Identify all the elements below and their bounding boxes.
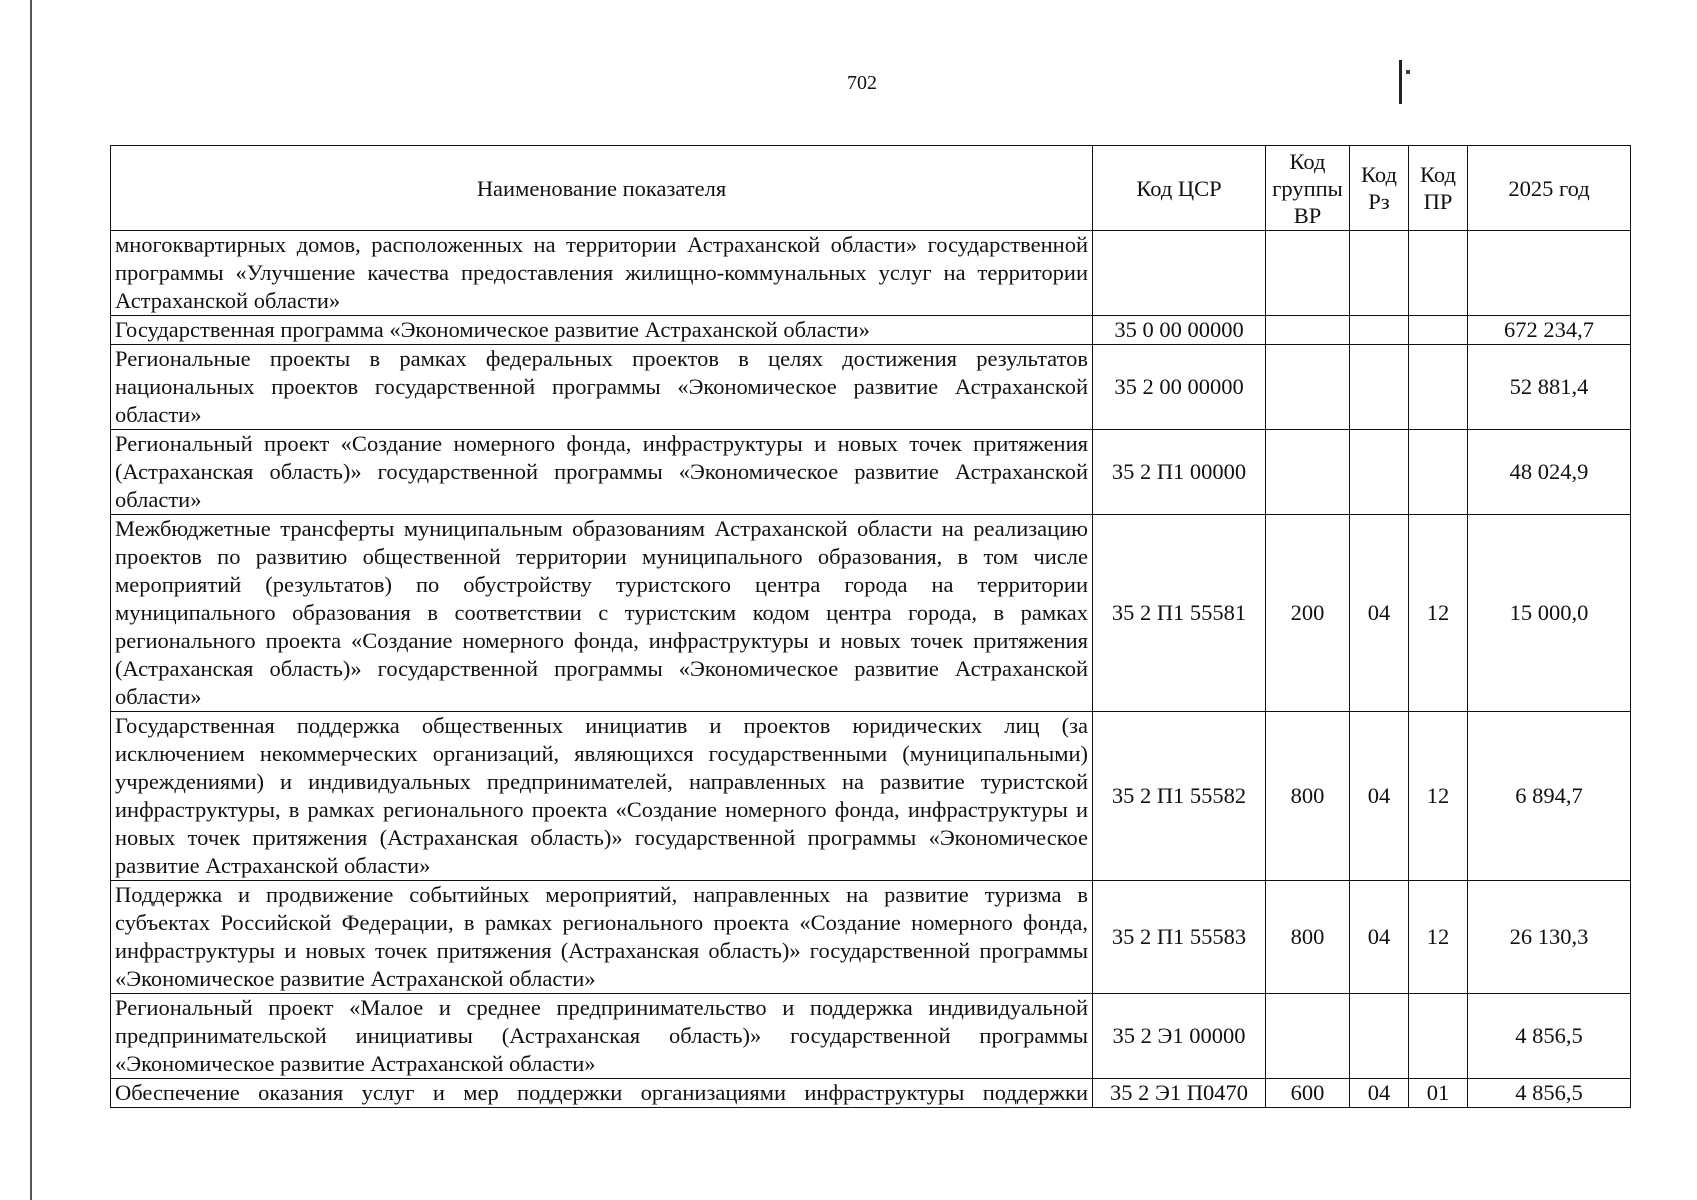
row-vr <box>1266 231 1350 316</box>
row-amount: 6 894,7 <box>1468 712 1631 881</box>
row-vr: 600 <box>1266 1079 1350 1108</box>
row-csr <box>1093 231 1266 316</box>
row-rz <box>1350 430 1409 515</box>
table-row <box>111 430 1631 515</box>
row-vr <box>1266 994 1350 1079</box>
row-csr: 35 2 П1 55583 <box>1093 881 1266 994</box>
scan-mark <box>1399 60 1402 104</box>
row-name: Региональный проект «Малое и среднее предпринимательство и поддержка индивидуальной предпринимательской инициативы (Астраханская область)» государственной программы «Экономическое развитие Астраханской области» <box>111 994 1093 1079</box>
header-year: 2025 год <box>1468 146 1631 231</box>
row-amount: 4 856,5 <box>1468 994 1631 1079</box>
row-amount <box>1468 231 1631 316</box>
row-csr: 35 0 00 00000 <box>1093 316 1266 345</box>
row-name: Государственная программа «Экономическое развитие Астраханской области» <box>111 316 1093 345</box>
table-row <box>111 345 1631 430</box>
row-pr: 12 <box>1409 515 1468 712</box>
row-name: многоквартирных домов, расположенных на территории Астраханской области» государственной программы «Улучшение качества предоставления жилищно-коммунальных услуг на территории Астраханской области» <box>111 231 1093 316</box>
header-name: Наименование показателя <box>111 146 1093 231</box>
row-pr <box>1409 316 1468 345</box>
row-name: Государственная поддержка общественных инициатив и проектов юридических лиц (за исключением некоммерческих организаций, являющихся государственными (муниципальными) учреждениями) и индивидуальных предпринимателей, направленных на развитие туристской инфраструктуры, в рамках регионального проекта «Создание номерного фонда, инфраструктуры и новых точек притяжения (Астраханская область)» государственной программы «Экономическое развитие Астраханской области» <box>111 712 1093 881</box>
row-csr: 35 2 Э1 00000 <box>1093 994 1266 1079</box>
row-name: Межбюджетные трансферты муниципальным образованиям Астраханской области на реализацию проектов по развитию общественной территории муниципального образования, в том числе мероприятий (результатов) по обустройству туристского центра города на территории муниципального образования в соответствии с туристским кодом центра города, в рамках регионального проекта «Создание номерного фонда, инфраструктуры и новых точек притяжения (Астраханская область)» государственной программы «Экономическое развитие Астраханской области» <box>111 515 1093 712</box>
budget-table <box>110 145 1631 1108</box>
row-rz: 04 <box>1350 881 1409 994</box>
row-amount: 15 000,0 <box>1468 515 1631 712</box>
row-amount: 4 856,5 <box>1468 1079 1631 1108</box>
row-rz: 04 <box>1350 515 1409 712</box>
row-rz <box>1350 345 1409 430</box>
table-row <box>111 881 1631 994</box>
header-pr: Код ПР <box>1409 146 1468 231</box>
row-name: Региональные проекты в рамках федеральных проектов в целях достижения результатов национальных проектов государственной программы «Экономическое развитие Астраханской области» <box>111 345 1093 430</box>
row-csr: 35 2 00 00000 <box>1093 345 1266 430</box>
page-number: 702 <box>847 72 877 94</box>
row-rz <box>1350 316 1409 345</box>
row-vr <box>1266 316 1350 345</box>
row-rz <box>1350 994 1409 1079</box>
row-pr <box>1409 994 1468 1079</box>
table-header-row <box>111 146 1631 231</box>
row-vr <box>1266 345 1350 430</box>
table-row <box>111 515 1631 712</box>
row-pr: 12 <box>1409 712 1468 881</box>
row-amount: 26 130,3 <box>1468 881 1631 994</box>
row-vr <box>1266 430 1350 515</box>
table-row <box>111 1079 1631 1108</box>
row-pr: 12 <box>1409 881 1468 994</box>
table-row <box>111 994 1631 1079</box>
row-name: Региональный проект «Создание номерного фонда, инфраструктуры и новых точек притяжения (Астраханская область)» государственной программы «Экономическое развитие Астраханской области» <box>111 430 1093 515</box>
row-vr: 800 <box>1266 712 1350 881</box>
row-name: Обеспечение оказания услуг и мер поддержки организациями инфраструктуры поддержки <box>111 1079 1093 1108</box>
binding-line <box>30 0 32 1200</box>
header-rz: Код Рз <box>1350 146 1409 231</box>
row-vr: 800 <box>1266 881 1350 994</box>
row-csr: 35 2 П1 55582 <box>1093 712 1266 881</box>
header-csr: Код ЦСР <box>1093 146 1266 231</box>
row-pr <box>1409 231 1468 316</box>
row-amount: 48 024,9 <box>1468 430 1631 515</box>
row-name: Поддержка и продвижение событийных мероприятий, направленных на развитие туризма в субъектах Российской Федерации, в рамках регионального проекта «Создание номерного фонда, инфраструктуры и новых точек притяжения (Астраханская область)» государственной программы «Экономическое развитие Астраханской области» <box>111 881 1093 994</box>
row-csr: 35 2 Э1 П0470 <box>1093 1079 1266 1108</box>
row-csr: 35 2 П1 55581 <box>1093 515 1266 712</box>
table-row <box>111 316 1631 345</box>
row-rz <box>1350 231 1409 316</box>
row-pr <box>1409 430 1468 515</box>
row-amount: 672 234,7 <box>1468 316 1631 345</box>
table-row <box>111 712 1631 881</box>
row-vr: 200 <box>1266 515 1350 712</box>
row-pr: 01 <box>1409 1079 1468 1108</box>
row-amount: 52 881,4 <box>1468 345 1631 430</box>
row-rz: 04 <box>1350 1079 1409 1108</box>
row-pr <box>1409 345 1468 430</box>
row-rz: 04 <box>1350 712 1409 881</box>
table-row <box>111 231 1631 316</box>
header-vr: Код группы ВР <box>1266 146 1350 231</box>
row-csr: 35 2 П1 00000 <box>1093 430 1266 515</box>
